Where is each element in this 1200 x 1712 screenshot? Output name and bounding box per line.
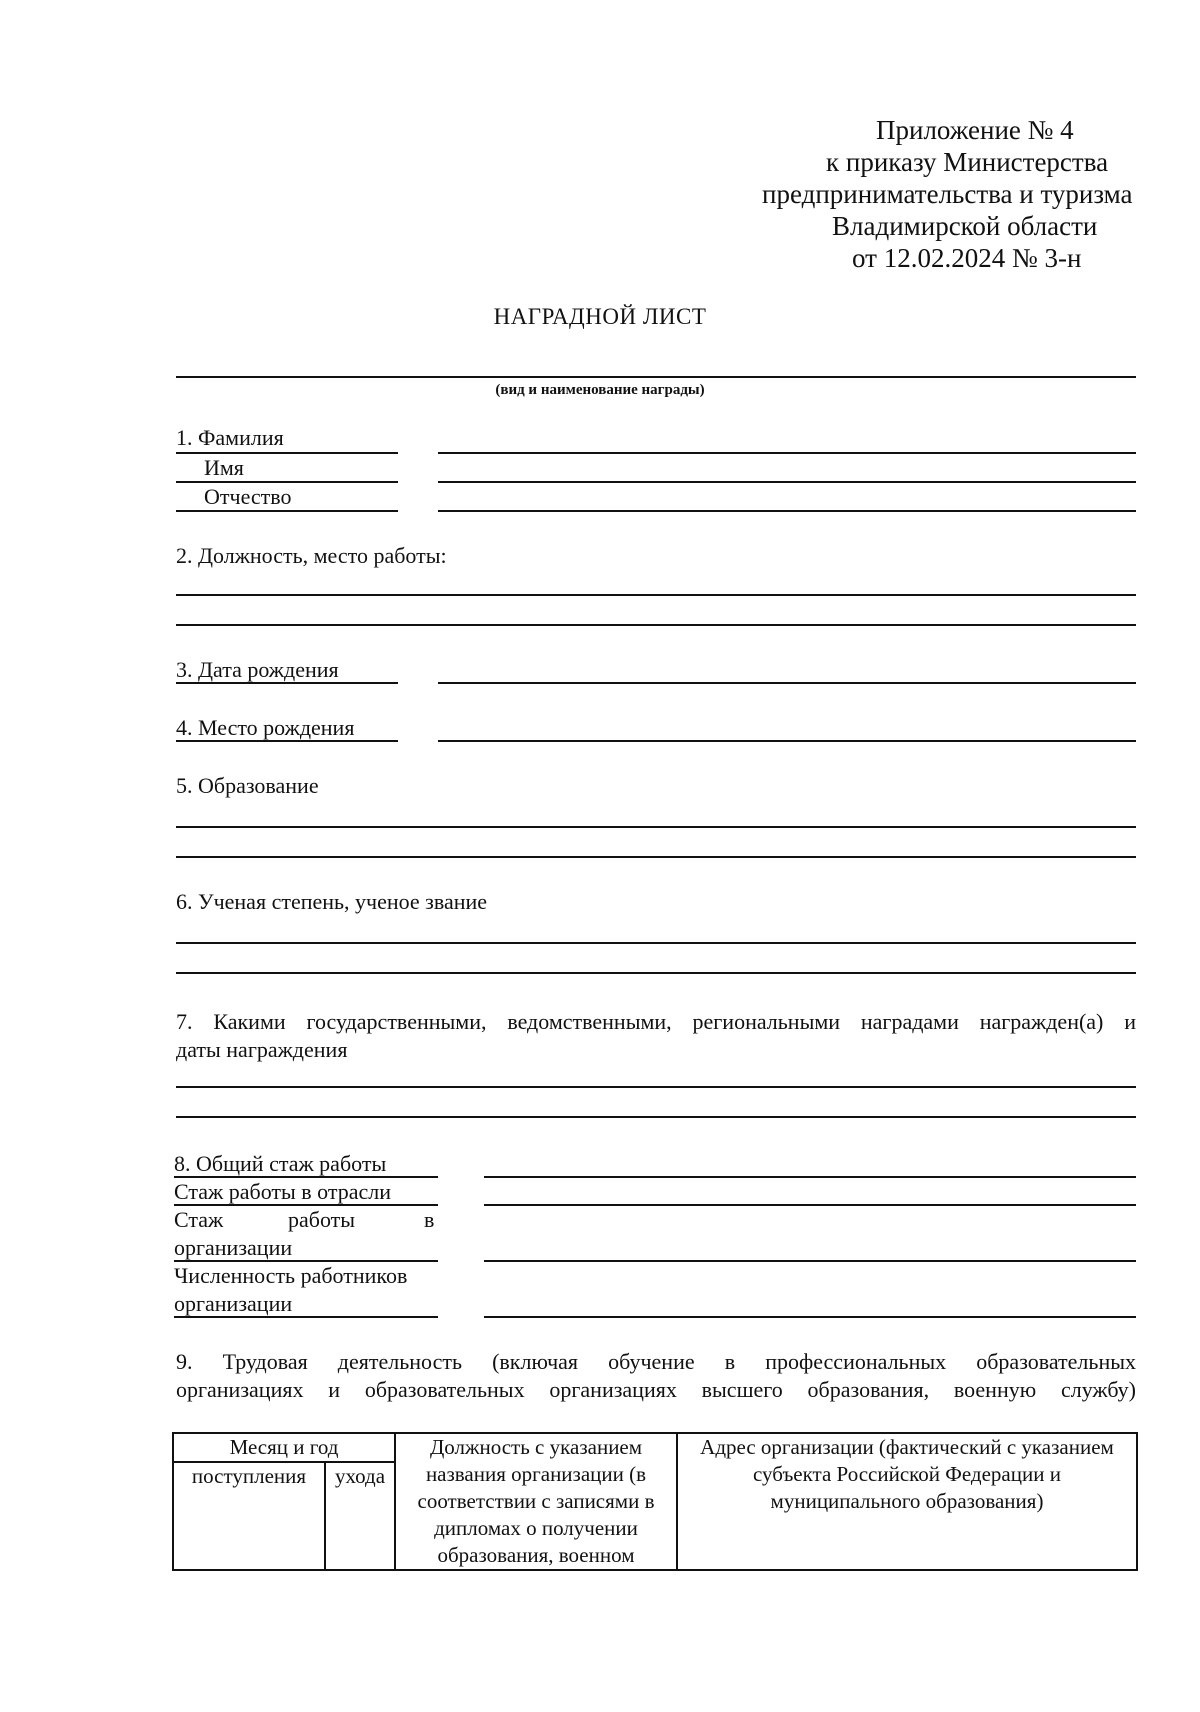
label-total-experience: 8. Общий стаж работы — [174, 1151, 387, 1176]
birth-date-field[interactable] — [438, 682, 1136, 684]
degree-field-2[interactable] — [176, 972, 1136, 974]
label-work-history-line1: 9. Трудовая деятельность (включая обучение в профессиональных образовательных — [176, 1349, 1136, 1374]
label-staff-count-b: организации — [174, 1291, 293, 1316]
position-field-1[interactable] — [176, 594, 1136, 596]
label-degree: 6. Ученая степень, ученое звание — [176, 889, 488, 914]
work-history-table — [172, 1432, 1138, 1571]
staff-count-field[interactable] — [484, 1316, 1136, 1318]
label-work-history-line2: организациях и образовательных организациях высшего образования, военную службу) — [176, 1377, 1136, 1402]
col-end: ухода — [325, 1462, 395, 1570]
label-underline — [176, 510, 398, 512]
birth-place-field[interactable] — [438, 740, 1136, 742]
col-address: Адрес организации (фактический с указанием субъекта Российской Федерации и муниципального образования) — [677, 1433, 1137, 1570]
award-caption: (вид и наименование награды) — [495, 382, 705, 398]
award-name-field[interactable] — [176, 376, 1136, 378]
surname-field[interactable] — [438, 452, 1136, 454]
org-experience-field[interactable] — [484, 1260, 1136, 1262]
label-birth-date: 3. Дата рождения — [176, 657, 339, 682]
label-industry-experience: Стаж работы в отрасли — [174, 1179, 392, 1204]
col-position: Должность с указанием названия организации (в соответствии с записями в дипломах о получении образования, военном — [395, 1433, 677, 1570]
label-org-experience-b: работы — [288, 1207, 356, 1232]
appendix-order: к приказу Министерства — [826, 147, 1109, 177]
label-position: 2. Должность, место работы: — [176, 543, 447, 568]
awards-field-1[interactable] — [176, 1086, 1136, 1088]
label-org-experience-c: в — [424, 1207, 435, 1232]
appendix-number: Приложение № 4 — [876, 115, 1074, 145]
label-education: 5. Образование — [176, 773, 319, 798]
education-field-2[interactable] — [176, 856, 1136, 858]
appendix-date: от 12.02.2024 № 3-н — [852, 243, 1082, 273]
industry-experience-field[interactable] — [484, 1204, 1136, 1206]
page-title: НАГРАДНОЙ ЛИСТ — [493, 304, 707, 329]
label-surname: 1. Фамилия — [176, 425, 284, 450]
label-name: Имя — [204, 455, 244, 480]
degree-field-1[interactable] — [176, 942, 1136, 944]
label-underline — [176, 740, 398, 742]
label-underline — [176, 682, 398, 684]
label-underline — [174, 1316, 438, 1318]
name-field[interactable] — [438, 481, 1136, 483]
label-awards-line1: 7. Какими государственными, ведомственными, региональными наградами награжден(а) и — [176, 1009, 1136, 1034]
col-start: поступления — [173, 1462, 325, 1570]
table-header-row — [173, 1433, 1137, 1462]
col-month-year: Месяц и год — [173, 1433, 395, 1462]
patronymic-field[interactable] — [438, 510, 1136, 512]
label-awards-line2: даты награждения — [176, 1037, 348, 1062]
total-experience-field[interactable] — [484, 1176, 1136, 1178]
awards-field-2[interactable] — [176, 1116, 1136, 1118]
appendix-region: Владимирской области — [832, 211, 1098, 241]
education-field-1[interactable] — [176, 826, 1136, 828]
label-staff-count-a: Численность работников — [174, 1263, 408, 1288]
label-org-experience-d: организации — [174, 1235, 293, 1260]
label-org-experience-a: Стаж — [174, 1207, 224, 1232]
label-patronymic: Отчество — [204, 484, 292, 509]
appendix-ministry: предпринимательства и туризма — [762, 179, 1133, 209]
position-field-2[interactable] — [176, 624, 1136, 626]
label-birth-place: 4. Место рождения — [176, 715, 355, 740]
